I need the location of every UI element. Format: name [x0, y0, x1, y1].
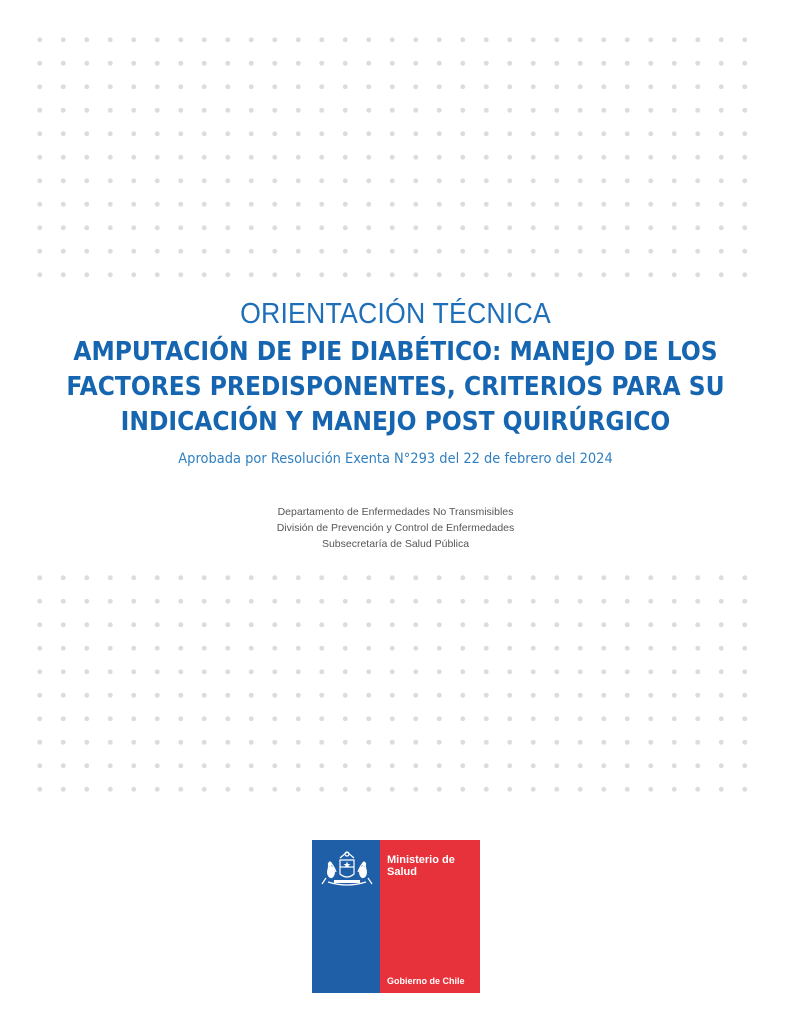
ministerio-de-salud-logo	[312, 840, 480, 993]
title-line-1: AMPUTACIÓN DE PIE DIABÉTICO: MANEJO DE LOS	[73, 337, 718, 367]
department-line: Departamento de Enfermedades No Transmisibles	[277, 506, 514, 518]
logo-red-panel	[380, 840, 480, 993]
logo-blue-panel	[312, 840, 380, 993]
chile-coat-of-arms-icon	[318, 848, 376, 890]
division-line: División de Prevención y Control de Enfermedades	[276, 522, 515, 534]
approval-note: Aprobada por Resolución Exenta N°293 del 22 de febrero del 2024	[178, 451, 613, 467]
ministry-line-1: Ministerio de	[387, 854, 455, 866]
ministry-name	[387, 854, 477, 878]
dot-pattern-top	[28, 28, 764, 284]
government-label: Gobierno de Chile	[387, 976, 465, 986]
cover-title-block	[0, 296, 791, 440]
document-title	[40, 335, 752, 440]
subsecretaria-line: Subsecretaría de Salud Pública	[321, 538, 470, 550]
departments-list	[0, 504, 791, 552]
dot-pattern-bottom	[28, 566, 764, 802]
title-line-3: INDICACIÓN Y MANEJO POST QUIRÚRGICO	[120, 407, 671, 437]
title-line-2: FACTORES PREDISPONENTES, CRITERIOS PARA SU	[66, 372, 725, 402]
ministry-line-2: Salud	[387, 866, 417, 878]
document-type: ORIENTACIÓN TÉCNICA	[240, 298, 551, 330]
